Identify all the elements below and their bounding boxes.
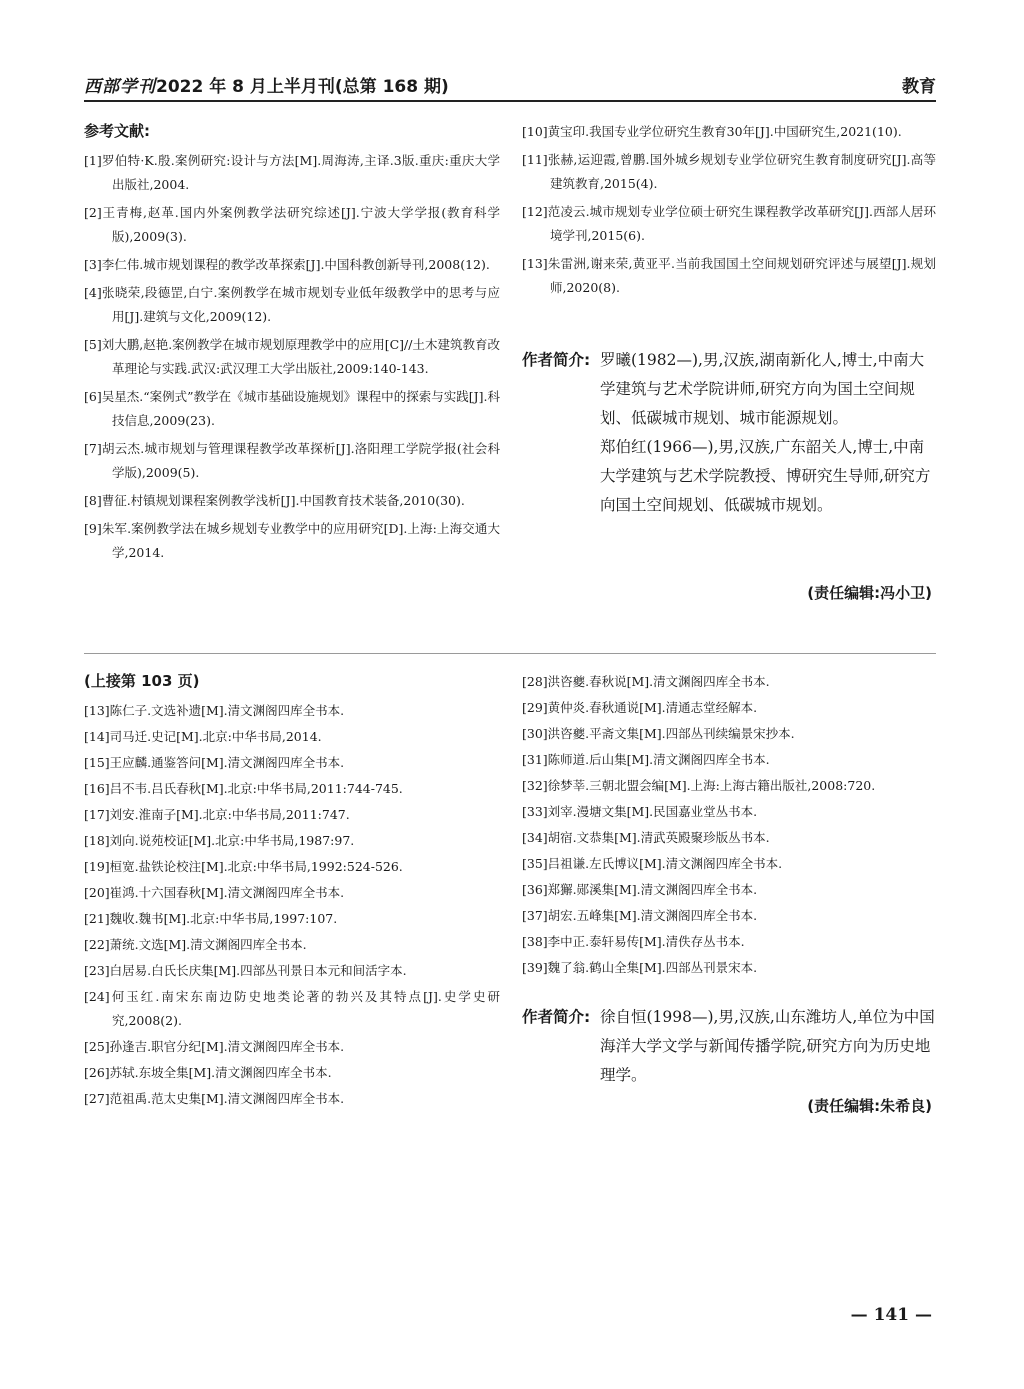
page-number: — 141 — [850, 1305, 932, 1325]
section-divider [84, 653, 936, 654]
reference-item: [24]何玉红.南宋东南边防史地类论著的勃兴及其特点[J].史学史研究,2008(2). [84, 989, 500, 1028]
reference-item: [1]罗伯特·K.殷.案例研究:设计与方法[M].周海涛,主译.3版.重庆:重庆大学出版社,2004. [84, 153, 500, 192]
reference-item: [37]胡宏.五峰集[M].清文渊阁四库全书本. [522, 908, 758, 923]
reference-item: [28]洪咨夔.春秋说[M].清文渊阁四库全书本. [522, 674, 770, 689]
reference-item: [12]范凌云.城市规划专业学位硕士研究生课程教学改革研究[J].西部人居环境学刊,2015(6). [522, 204, 936, 243]
reference-item: [9]朱军.案例教学法在城乡规划专业教学中的应用研究[D].上海:上海交通大学,2014. [84, 521, 500, 560]
reference-item: [35]吕祖谦.左氏博议[M].清文渊阁四库全书本. [522, 856, 783, 871]
author-bio-label: 作者简介: [522, 351, 591, 369]
top-left-references [84, 120, 500, 569]
reference-item: [17]刘安.淮南子[M].北京:中华书局,2011:747. [84, 807, 350, 822]
reference-item: [20]崔鸿.十六国春秋[M].清文渊阁四库全书本. [84, 885, 345, 900]
reference-item: [22]萧统.文选[M].清文渊阁四库全书本. [84, 937, 307, 952]
author-bio-text: 徐自恒(1998—),男,汉族,山东潍坊人,单位为中国海洋大学文学与新闻传播学院,研究方向为历史地理学。 [600, 1008, 935, 1084]
top-right-references [522, 120, 936, 304]
author-bio-bottom [522, 1003, 936, 1090]
reference-item: [13]朱雷洲,谢来荣,黄亚平.当前我国国土空间规划研究评述与展望[J].规划师,2020(8). [522, 256, 936, 295]
reference-item: [7]胡云杰.城市规划与管理课程教学改革探析[J].洛阳理工学院学报(社会科学版),2009(5). [84, 441, 500, 480]
reference-item: [2]王青梅,赵革.国内外案例教学法研究综述[J].宁波大学学报(教育科学版),2009(3). [84, 205, 500, 244]
reference-item: [10]黄宝印.我国专业学位研究生教育30年[J].中国研究生,2021(10). [522, 124, 902, 139]
reference-item: [16]吕不韦.吕氏春秋[M].北京:中华书局,2011:744-745. [84, 781, 403, 796]
author-bio-text: 罗曦(1982—),男,汉族,湖南新化人,博士,中南大学建筑与艺术学院讲师,研究方向为国土空间规划、低碳城市规划、城市能源规划。 [600, 351, 925, 427]
reference-item: [18]刘向.说苑校证[M].北京:中华书局,1987:97. [84, 833, 355, 848]
reference-item: [36]郑獬.郧溪集[M].清文渊阁四库全书本. [522, 882, 758, 897]
header-left [84, 72, 449, 97]
author-bio-label: 作者简介: [522, 1008, 591, 1026]
reference-item: [33]刘宰.漫塘文集[M].民国嘉业堂丛书本. [522, 804, 758, 819]
reference-item: [8]曹征.村镇规划课程案例教学浅析[J].中国教育技术装备,2010(30). [84, 493, 465, 508]
reference-item: [39]魏了翁.鹤山全集[M].四部丛刊景宋本. [522, 960, 758, 975]
bottom-left-references [84, 670, 500, 1113]
references-heading: 参考文献: [84, 122, 150, 140]
reference-item: [15]王应麟.通鉴答问[M].清文渊阁四库全书本. [84, 755, 345, 770]
reference-item: [3]李仁伟.城市规划课程的教学改革探索[J].中国科教创新导刊,2008(12). [84, 257, 490, 272]
reference-item: [23]白居易.白氏长庆集[M].四部丛刊景日本元和间活字本. [84, 963, 407, 978]
running-header [84, 66, 936, 102]
reference-item: [29]黄仲炎.春秋通说[M].清通志堂经解本. [522, 700, 758, 715]
author-bio-text: 郑伯红(1966—),男,汉族,广东韶关人,博士,中南大学建筑与艺术学院教授、博研究生导师,研究方向国土空间规划、低碳城市规划。 [600, 438, 931, 514]
reference-item: [32]徐梦莘.三朝北盟会编[M].上海:上海古籍出版社,2008:720. [522, 778, 876, 793]
journal-logo: 西部学刊 [84, 77, 156, 97]
reference-item: [13]陈仁子.文选补遗[M].清文渊阁四库全书本. [84, 703, 345, 718]
reference-item: [21]魏收.魏书[M].北京:中华书局,1997:107. [84, 911, 338, 926]
reference-item: [27]范祖禹.范太史集[M].清文渊阁四库全书本. [84, 1091, 345, 1106]
bottom-right-references [522, 670, 936, 982]
reference-item: [30]洪咨夔.平斋文集[M].四部丛刊续编景宋抄本. [522, 726, 795, 741]
reference-item: [31]陈师道.后山集[M].清文渊阁四库全书本. [522, 752, 770, 767]
responsible-editor: (责任编辑:冯小卫) [807, 584, 932, 602]
continued-heading: (上接第 103 页) [84, 672, 200, 690]
reference-item: [11]张赫,运迎霞,曾鹏.国外城乡规划专业学位研究生教育制度研究[J].高等建筑教育,2015(4). [522, 152, 936, 191]
reference-item: [26]苏轼.东坡全集[M].清文渊阁四库全书本. [84, 1065, 332, 1080]
reference-item: [6]吴星杰.“案例式”教学在《城市基础设施规划》课程中的探索与实践[J].科技信息,2009(23). [84, 389, 500, 428]
reference-item: [19]桓宽.盐铁论校注[M].北京:中华书局,1992:524-526. [84, 859, 403, 874]
issue-label: 2022 年 8 月上半月刊(总第 168 期) [156, 77, 449, 97]
reference-item: [4]张晓荣,段德罡,白宁.案例教学在城市规划专业低年级教学中的思考与应用[J].建筑与文化,2009(12). [84, 285, 500, 324]
responsible-editor: (责任编辑:朱希良) [807, 1097, 932, 1115]
reference-item: [34]胡宿.文恭集[M].清武英殿聚珍版丛书本. [522, 830, 770, 845]
reference-item: [5]刘大鹏,赵艳.案例教学在城市规划原理教学中的应用[C]//土木建筑教育改革理论与实践.武汉:武汉理工大学出版社,2009:140-143. [84, 337, 500, 376]
section-label: 教育 [902, 77, 936, 97]
reference-item: [14]司马迁.史记[M].北京:中华书局,2014. [84, 729, 322, 744]
reference-item: [25]孙逢吉.职官分纪[M].清文渊阁四库全书本. [84, 1039, 345, 1054]
author-bio-top [522, 346, 936, 520]
reference-item: [38]李中正.泰轩易传[M].清佚存丛书本. [522, 934, 745, 949]
